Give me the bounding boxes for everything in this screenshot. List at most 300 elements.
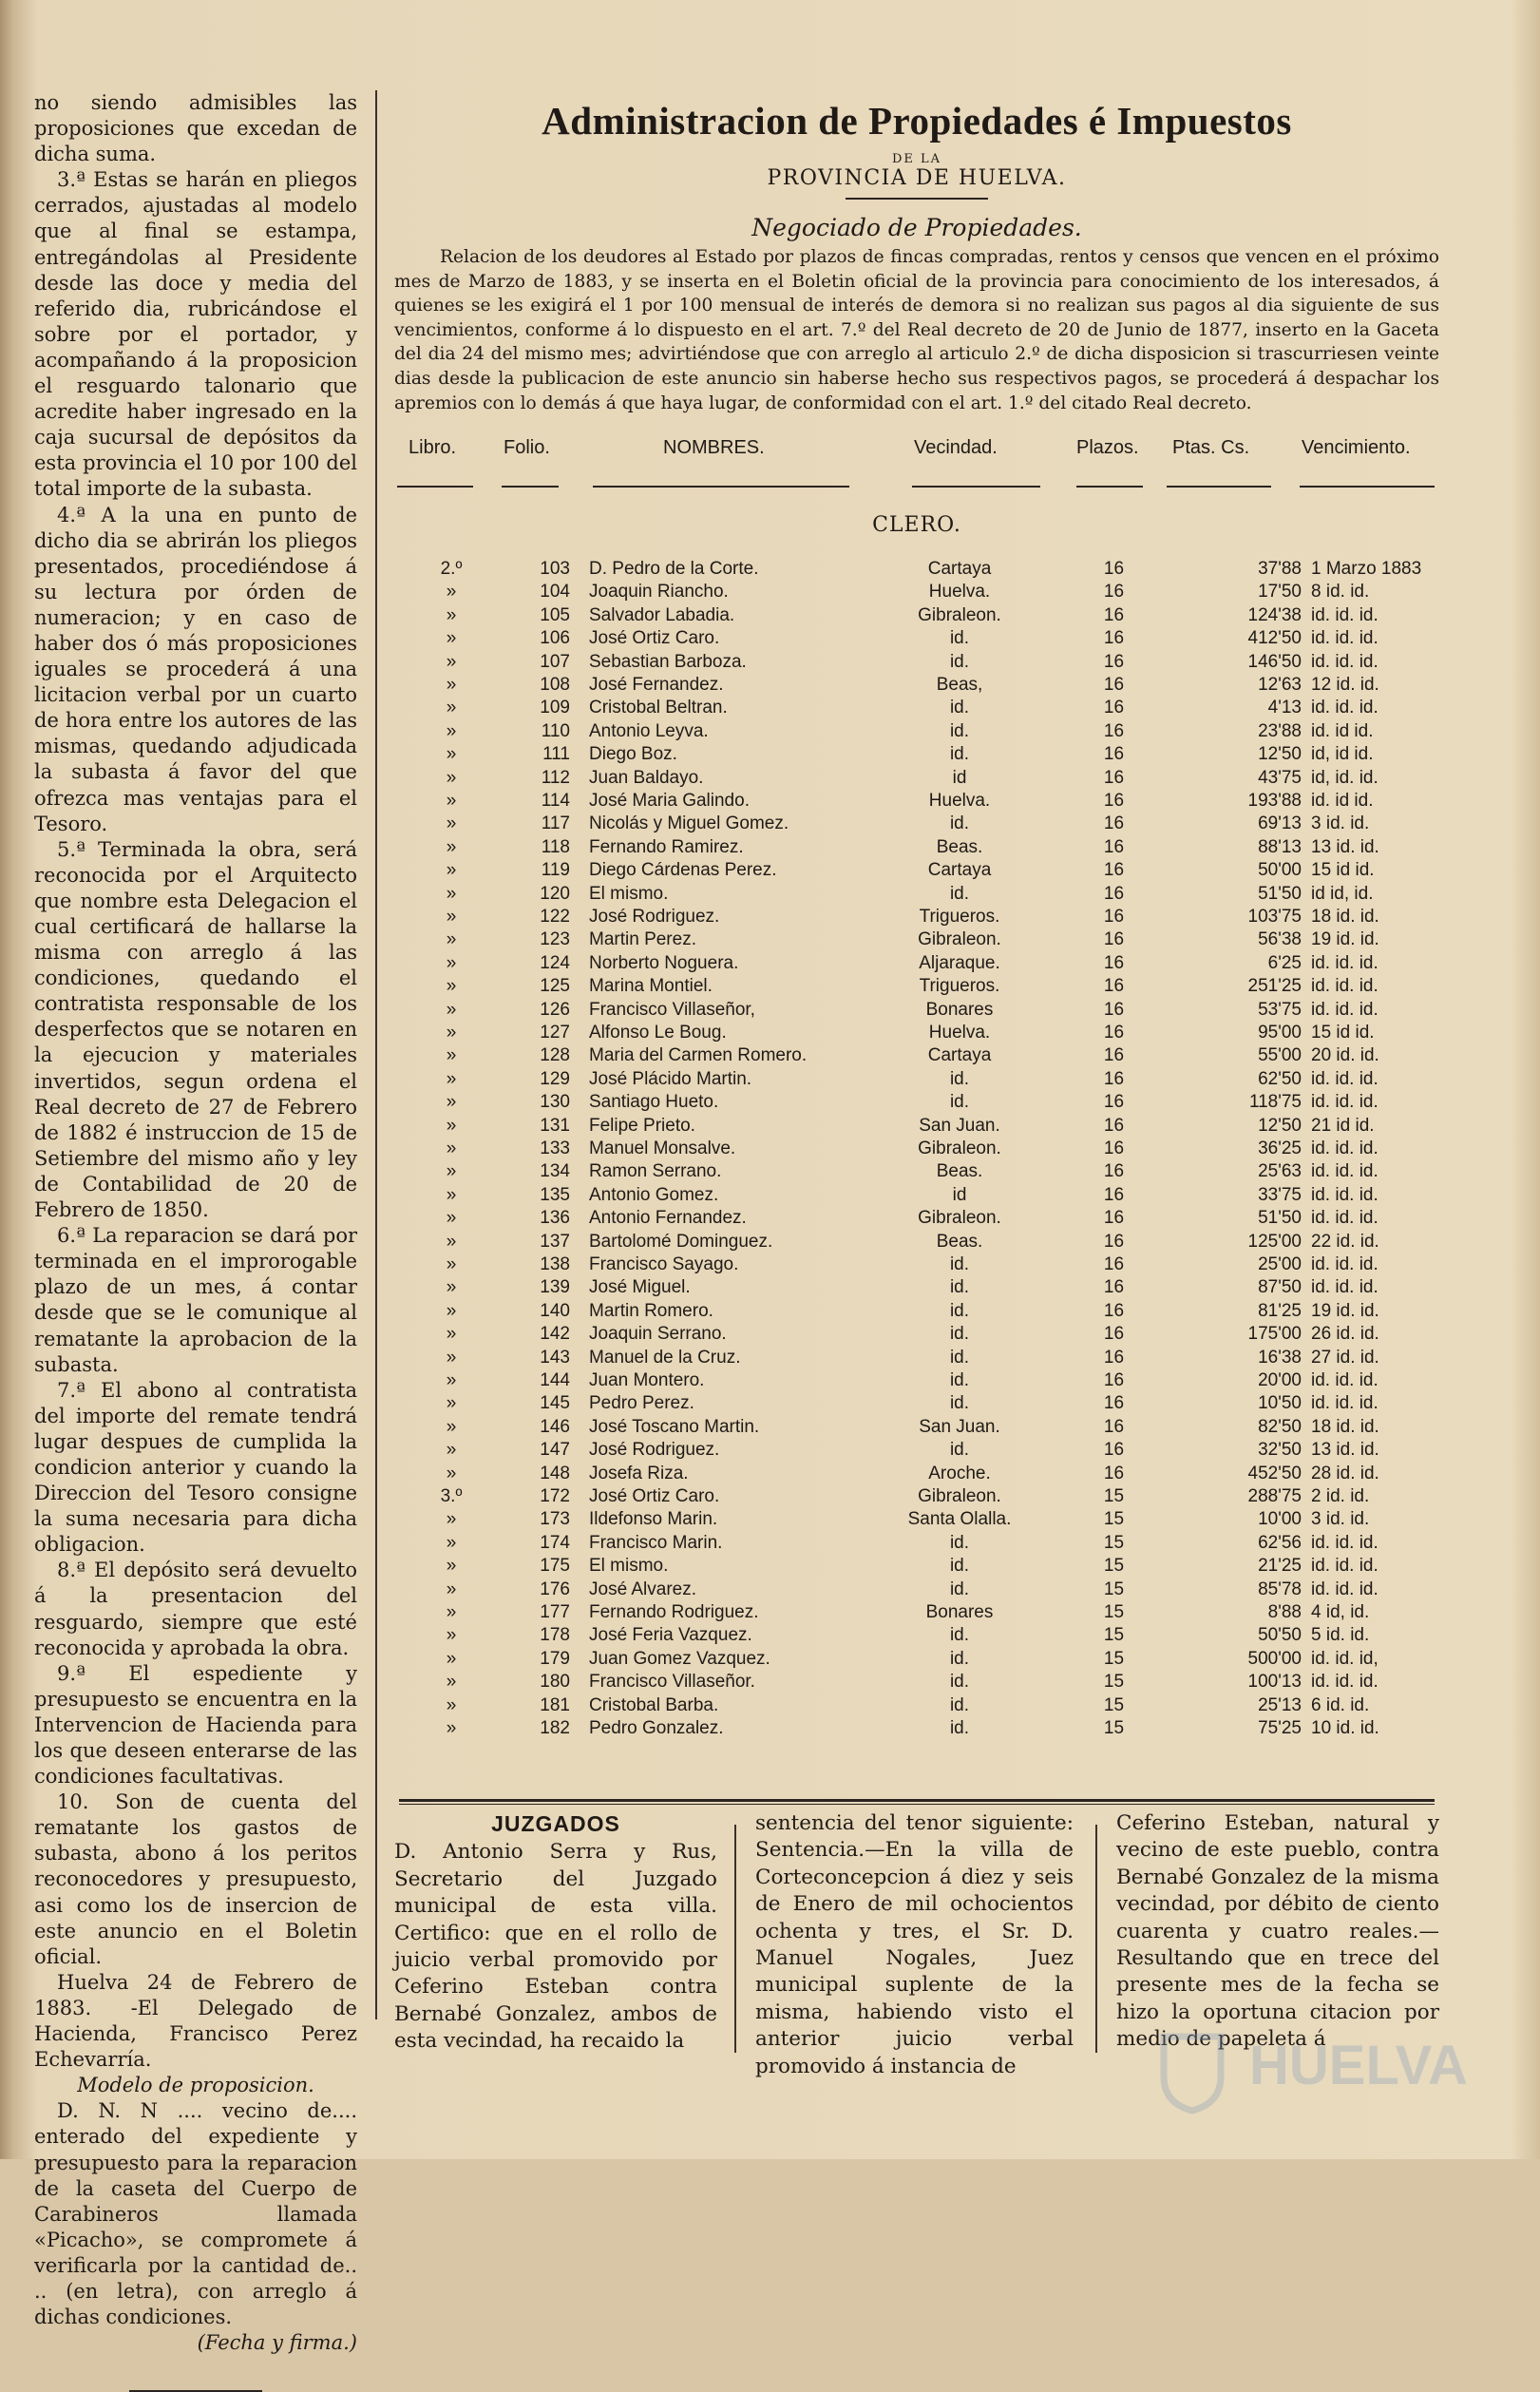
libro-cell: » [446,1440,457,1461]
table-row [0,1092,1540,1115]
vecindad-cell: id [952,1184,967,1205]
libro-cell: » [446,929,457,950]
table-row [0,1023,1540,1045]
plazos-cell: 16 [1103,1324,1125,1345]
vencimiento-cell: 13 id. id. [1311,836,1379,857]
vencimiento-cell: id. id. id. [1311,1068,1378,1089]
libro-cell: » [446,1023,457,1043]
plazos-cell: 16 [1103,1254,1125,1274]
name-cell: Juan Montero. [589,1370,705,1390]
vencimiento-cell: 26 id. id. [1311,1324,1379,1345]
juzgados-column-3 [1116,1810,1439,2054]
folio-cell: 140 [540,1300,570,1321]
folio-cell: 133 [540,1139,570,1158]
header-rule [593,486,849,488]
folio-cell: 120 [540,883,570,904]
vencimiento-cell: 21 id id. [1311,1115,1375,1136]
name-cell: Ildefonso Marin. [589,1509,718,1530]
libro-cell: » [446,1393,457,1414]
plazos-cell: 16 [1103,1370,1125,1390]
modelo-title: Modelo de proposicion. [77,2074,314,2097]
table-row [0,884,1540,907]
name-cell: Antonio Gomez. [589,1184,719,1205]
plazos-cell: 16 [1103,836,1125,857]
folio-cell: 122 [540,907,570,927]
vecindad-cell: id. [949,1068,970,1089]
plazos-cell: 16 [1103,952,1125,973]
table-row [0,1718,1540,1741]
libro-cell: » [446,1416,457,1437]
table-row [0,698,1540,720]
name-cell: José Plácido Martin. [589,1068,752,1089]
libro-cell: » [446,791,457,811]
libro-cell: » [446,1115,457,1136]
amount-cell: 500'00 [1247,1648,1302,1669]
folio-cell: 124 [540,952,570,973]
libro-cell: » [446,1231,457,1252]
table-row [0,1440,1540,1463]
folio-cell: 111 [542,744,570,765]
header-rule [502,486,559,488]
vecindad-cell: id. [949,1370,970,1390]
plazos-cell: 16 [1103,999,1125,1020]
name-cell: Francisco Sayago. [589,1254,739,1274]
vencimiento-cell: id. id. id. [1311,1393,1378,1414]
vencimiento-cell: id. id. id. [1311,1579,1378,1599]
name-cell: Fernando Rodriguez. [589,1602,759,1622]
amount-cell: 12'50 [1258,1115,1302,1136]
plazos-cell: 16 [1103,628,1125,649]
amount-cell: 193'88 [1247,791,1302,811]
libro-cell: » [446,883,457,904]
plazos-cell: 15 [1103,1648,1125,1669]
vecindad-cell: Huelva. [928,1023,991,1043]
table-row [0,813,1540,836]
folio-cell: 173 [540,1509,570,1530]
name-cell: Francisco Villaseñor, [589,999,755,1020]
amount-cell: 23'88 [1258,720,1302,741]
plazos-cell: 16 [1103,1068,1125,1089]
name-cell: Francisco Villaseñor. [589,1672,755,1693]
name-cell: Pedro Gonzalez. [589,1718,724,1738]
table-row [0,1533,1540,1556]
libro-cell: » [446,675,457,695]
table-row [0,1277,1540,1300]
paragraph: 5.ª Terminada la obra, será reconocida por el Arquitecto que nombre esta Delegacion el cual certificará de hallarse la misma con arreglo á las condiciones, quedando el contratista responsable de los desperfectos que se notaren en la ejecucion y materiales invertidos, segun ordena el Real decreto de 27 de Febrero de 1882 é instruccion de 15 de Setiembre del mismo año y ley de Contabilidad de 20 de Febrero de 1850. [34,837,357,1222]
vecindad-cell: id. [949,1579,970,1599]
libro-cell: » [446,720,457,741]
amount-cell: 75'25 [1258,1718,1302,1738]
amount-cell: 4'13 [1267,698,1302,718]
name-cell: Juan Baldayo. [589,767,704,788]
plazos-cell: 16 [1103,1161,1125,1182]
vencimiento-cell: id, id. id. [1311,767,1378,788]
name-cell: Diego Boz. [589,744,677,765]
vencimiento-cell: 6 id. id. [1311,1694,1370,1715]
amount-cell: 62'56 [1258,1532,1302,1553]
vecindad-cell: Aljaraque. [919,952,1000,973]
name-cell: José Maria Galindo. [589,791,750,811]
libro-cell: » [446,628,457,649]
name-cell: Ramon Serrano. [589,1161,722,1182]
folio-cell: 179 [540,1648,570,1669]
name-cell: José Ortiz Caro. [589,1486,720,1506]
table-row [0,652,1540,675]
province-title: PROVINCIA DE HUELVA. [767,166,1067,190]
amount-cell: 53'75 [1258,999,1302,1020]
libro-cell: » [446,582,457,603]
table-row [0,559,1540,582]
amount-cell: 50'00 [1258,860,1302,881]
table-row [0,1348,1540,1370]
plazos-cell: 16 [1103,860,1125,881]
plazos-cell: 16 [1103,1416,1125,1437]
table-row [0,675,1540,698]
header-rule [912,486,1040,488]
vencimiento-cell: 3 id. id. [1311,813,1370,834]
paragraph: Huelva 24 de Febrero de 1883. -El Delegado de Hacienda, Francisco Perez Echevarría. [34,1970,357,2072]
amount-cell: 81'25 [1258,1300,1302,1321]
libro-cell: » [446,1625,457,1646]
amount-cell: 20'00 [1258,1370,1302,1390]
vencimiento-cell: id. id. id. [1311,1556,1378,1577]
header-vencimiento: Vencimiento. [1302,437,1411,458]
folio-cell: 107 [540,651,570,672]
plazos-cell: 15 [1103,1672,1125,1693]
vecindad-cell: Trigueros. [919,907,1000,927]
libro-cell: » [446,1532,457,1553]
vecindad-cell: id. [949,1556,970,1577]
plazos-cell: 15 [1103,1579,1125,1599]
amount-cell: 25'00 [1258,1254,1302,1274]
vencimiento-cell: id. id. id. [1311,1254,1378,1274]
name-cell: Santiago Hueto. [589,1092,719,1113]
plazos-cell: 15 [1103,1602,1125,1622]
name-cell: Pedro Perez. [589,1393,694,1414]
name-cell: Fernando Ramirez. [589,836,744,857]
header-rule [1300,486,1435,488]
libro-cell: » [446,1694,457,1715]
juzgados-text-2: sentencia del tenor siguiente: Sentencia.—En la villa de Corteconcepcion á diez y seis de Enero de mil ochocientos ochenta y tres, el Sr. D. Manuel Nogales, Juez municipal suplente de la misma, habiendo visto el anterior juicio verbal promovido á instancia de [755,1811,1074,2078]
folio-cell: 145 [540,1393,570,1414]
plazos-cell: 16 [1103,720,1125,741]
vencimiento-cell: 15 id id. [1311,1023,1375,1043]
amount-cell: 12'50 [1258,744,1302,765]
folio-cell: 127 [540,1023,570,1043]
vencimiento-cell: id. id. id. [1311,1139,1378,1158]
name-cell: José Alvarez. [589,1579,696,1599]
folio-cell: 139 [540,1277,570,1298]
paragraph: 7.ª El abono al contratista del importe del remate tendrá lugar despues de cumplida la condicion anterior y cuando la Direccion del Tesoro consigne la suma necesaria para dicha obligacion. [34,1378,357,1557]
plazos-cell: 16 [1103,929,1125,950]
amount-cell: 288'75 [1247,1486,1302,1506]
folio-cell: 103 [540,559,570,579]
folio-cell: 175 [540,1556,570,1577]
folio-cell: 143 [540,1347,570,1368]
amount-cell: 17'50 [1258,582,1302,603]
folio-cell: 135 [540,1184,570,1205]
vencimiento-cell: id. id. id. [1311,1161,1378,1182]
folio-cell: 114 [541,791,570,811]
libro-cell: » [446,1045,457,1066]
vecindad-cell: id. [949,1694,970,1715]
amount-cell: 51'50 [1258,883,1302,904]
vecindad-cell: id. [949,698,970,718]
libro-cell: » [446,1556,457,1577]
vencimiento-cell: 3 id. id. [1311,1509,1370,1530]
folio-cell: 181 [540,1694,570,1715]
vencimiento-cell: id. id. id. [1311,1092,1378,1113]
vecindad-cell: id. [949,720,970,741]
vencimiento-cell: 28 id. id. [1311,1463,1379,1483]
vencimiento-cell: id. id. id. [1311,1370,1378,1390]
libro-cell: » [446,767,457,788]
folio-cell: 134 [540,1161,570,1182]
vecindad-cell: Beas, [936,675,983,695]
name-cell: Cristobal Beltran. [589,698,728,718]
vecindad-cell: Santa Olalla. [907,1509,1012,1530]
vecindad-cell: Beas. [936,1231,983,1252]
table-row [0,1393,1540,1416]
name-cell: Francisco Marin. [589,1532,723,1553]
table-row [0,1069,1540,1092]
plazos-cell: 15 [1103,1718,1125,1738]
folio-cell: 137 [540,1231,570,1252]
libro-cell: » [446,1254,457,1274]
table-row [0,1602,1540,1625]
paragraph: 6.ª La reparacion se dará por terminada en el improrogable plazo de un mes, á contar desde que se le comunique al rematante la aprobacion de la subasta. [34,1224,357,1376]
plazos-cell: 15 [1103,1532,1125,1553]
ornament-rule [846,198,988,200]
amount-cell: 51'50 [1258,1208,1302,1229]
name-cell: José Rodriguez. [589,1440,720,1461]
libro-cell: » [446,1161,457,1182]
amount-cell: 37'88 [1258,559,1302,579]
table-row [0,1185,1540,1208]
folio-cell: 123 [540,929,570,950]
libro-cell: 3.º [440,1486,463,1506]
header-libro: Libro. [409,437,457,458]
libro-cell: » [446,1184,457,1205]
plazos-cell: 16 [1103,1023,1125,1043]
vecindad-cell: id. [949,883,970,904]
folio-cell: 180 [540,1672,570,1693]
watermark-text: HUELVA [1249,2035,1468,2096]
intro-paragraph: Relacion de los deudores al Estado por plazos de fincas compradas, rentos y censos que vencen en el próximo mes de Marzo de 1883, y se inserta en el Boletin oficial de la provincia para conocimiento de los interesados, á quienes se les exigirá el 1 por 100 mensual de interés de demora si no realizan sus pagos al dia siguiente de sus vencimientos, conforme á lo dispuesto en el art. 7.º del Real decreto de 20 de Junio de 1877, inserto en la Gaceta del dia 24 del mismo mes; advirtiéndose que con arreglo al articulo 2.º de dicha disposicion si trascurriesen veinte dias desde la publicacion de este anuncio sin haberse hecho sus respectivos pagos, se procederá á despachar los apremios con lo demás á que haya lugar, de conformidad con el art. 1.º del citado Real decreto. [394,247,1439,413]
amount-cell: 6'25 [1267,952,1302,973]
plazos-cell: 16 [1103,1092,1125,1113]
name-cell: Joaquin Serrano. [589,1324,727,1345]
amount-cell: 88'13 [1258,836,1302,857]
libro-cell: » [446,1509,457,1530]
vencimiento-cell: id. id. id. [1311,952,1378,973]
libro-cell: » [446,1347,457,1368]
table-row [0,1464,1540,1486]
plazos-cell: 15 [1103,1556,1125,1577]
name-cell: Nicolás y Miguel Gomez. [589,813,789,834]
table-row [0,907,1540,929]
amount-cell: 8'88 [1267,1602,1302,1622]
vencimiento-cell: 8 id. id. [1311,582,1370,603]
plazos-cell: 16 [1103,1208,1125,1229]
vencimiento-cell: 18 id. id. [1311,1416,1379,1437]
vecindad-cell: id. [949,1092,970,1113]
folio-cell: 129 [540,1068,570,1089]
name-cell: Sebastian Barboza. [589,651,747,672]
libro-cell: » [446,836,457,857]
vecindad-cell: Gibraleon. [918,929,1001,950]
amount-cell: 82'50 [1258,1416,1302,1437]
vencimiento-cell: id. id. id. [1311,1184,1378,1205]
folio-cell: 106 [540,628,570,649]
folio-cell: 136 [540,1208,570,1229]
libro-cell: » [446,604,457,625]
juzgados-text-1: D. Antonio Serra y Rus, Secretario del Juzgado municipal de esta villa. Certifico: que en el rollo de juicio verbal promovido por Ceferino Esteban contra Bernabé Gonzalez, ambos de esta vecindad, ha recaido la [394,1840,717,2054]
vecindad-cell: id [952,767,967,788]
table-row [0,837,1540,860]
table-row [0,929,1540,952]
vencimiento-cell: 15 id id. [1311,860,1375,881]
table-row [0,1161,1540,1184]
table-row [0,721,1540,744]
name-cell: Norberto Noguera. [589,952,739,973]
amount-cell: 62'50 [1258,1068,1302,1089]
plazos-cell: 16 [1103,1393,1125,1414]
table-row [0,768,1540,791]
amount-cell: 87'50 [1258,1277,1302,1298]
vencimiento-cell: 10 id. id. [1311,1718,1379,1738]
folio-cell: 104 [540,582,570,603]
plazos-cell: 16 [1103,791,1125,811]
plazos-cell: 16 [1103,1347,1125,1368]
plazos-cell: 15 [1103,1486,1125,1506]
vecindad-cell: Gibraleon. [918,604,1001,625]
vecindad-cell: Bonares [925,999,994,1020]
table-row [0,1672,1540,1694]
name-cell: El mismo. [589,1556,669,1577]
amount-cell: 21'25 [1258,1556,1302,1577]
table-row [0,1486,1540,1509]
libro-cell: » [446,860,457,881]
header-vecindad: Vecindad. [914,437,998,458]
vencimiento-cell: 12 id. id. [1311,675,1379,695]
vencimiento-cell: 4 id, id. [1311,1602,1370,1622]
paragraph: 10. Son de cuenta del rematante los gastos de subasta, abono á los peritos reconocedores y presupuesto, asi como los de insercion de este anuncio en el Boletin oficial. [34,1790,357,1968]
table-row [0,1695,1540,1718]
plazos-cell: 16 [1103,744,1125,765]
libro-cell: » [446,1300,457,1321]
header-plazos: Plazos. [1076,437,1139,458]
libro-cell: » [446,651,457,672]
libro-cell: » [446,1370,457,1390]
section-clero: CLERO. [872,513,961,537]
libro-cell: » [446,1579,457,1599]
folio-cell: 177 [540,1602,570,1622]
vecindad-cell: Cartaya [927,559,992,579]
paragraph: no siendo admisibles las proposiciones que excedan de dicha suma. [34,91,357,166]
section-title: Administracion de Propiedades é Impuestos [542,99,1292,143]
name-cell: Manuel de la Cruz. [589,1347,741,1368]
name-cell: Joaquin Riancho. [589,582,729,603]
name-cell: Maria del Carmen Romero. [589,1045,808,1066]
amount-cell: 36'25 [1258,1139,1302,1158]
vecindad-cell: Huelva. [928,791,991,811]
table-row [0,1208,1540,1231]
amount-cell: 33'75 [1258,1184,1302,1205]
amount-cell: 10'50 [1258,1393,1302,1414]
name-cell: Marina Montiel. [589,976,713,997]
amount-cell: 118'75 [1248,1092,1302,1113]
amount-cell: 32'50 [1258,1440,1302,1461]
libro-cell: » [446,813,457,834]
plazos-cell: 16 [1103,698,1125,718]
folio-cell: 148 [540,1463,570,1483]
amount-cell: 50'50 [1258,1625,1302,1646]
amount-cell: 103'75 [1247,907,1302,927]
libro-cell: 2.º [440,559,463,579]
department-title: Negociado de Propiedades. [751,214,1082,241]
vecindad-cell: id. [949,1625,970,1646]
amount-cell: 10'00 [1258,1509,1302,1530]
vecindad-cell: Gibraleon. [918,1139,1001,1158]
amount-cell: 56'38 [1258,929,1302,950]
juzgados-heading: JUZGADOS [491,1811,620,1836]
vecindad-cell: Aroche. [928,1463,991,1483]
name-cell: Martin Perez. [589,929,696,950]
name-cell: Manuel Monsalve. [589,1139,736,1158]
vencimiento-cell: id. id. id. [1311,999,1378,1020]
vecindad-cell: Trigueros. [919,976,1000,997]
plazos-cell: 16 [1103,559,1125,579]
name-cell: Bartolomé Dominguez. [589,1231,773,1252]
libro-cell: » [446,698,457,718]
amount-cell: 125'00 [1247,1231,1302,1252]
table-row [0,976,1540,999]
section-de-la: DE LA [891,152,942,166]
vencimiento-cell: id. id. id. [1311,698,1378,718]
table-row [0,791,1540,813]
vecindad-cell: id. [949,1718,970,1738]
amount-cell: 25'13 [1258,1694,1302,1715]
table-row [0,628,1540,651]
folio-cell: 174 [540,1532,570,1553]
amount-cell: 85'78 [1258,1579,1302,1599]
table-row [0,1509,1540,1532]
vencimiento-cell: id. id id. [1311,791,1374,811]
name-cell: Antonio Fernandez. [589,1208,747,1229]
vecindad-cell: San Juan. [919,1115,1000,1136]
name-cell: Antonio Leyva. [589,720,709,741]
vecindad-cell: id. [949,1393,970,1414]
plazos-cell: 16 [1103,1300,1125,1321]
vencimiento-cell: 19 id. id. [1311,929,1379,950]
modelo-text: D. N. N .... vecino de.... enterado del expediente y presupuesto para la reparacion de la caseta del Cuerpo de Carabineros llamada «Picacho», se compromete á verificarla por la cantidad de.. .. (en letra), con arreglo á dichas condiciones. [34,2099,357,2329]
header-folio: Folio. [504,437,550,458]
vencimiento-cell: id. id. id. [1311,1672,1378,1693]
vecindad-cell: Cartaya [927,860,992,881]
vecindad-cell: Beas. [936,1161,983,1182]
amount-cell: 175'00 [1247,1324,1302,1345]
vecindad-cell: id. [949,628,970,649]
vecindad-cell: Gibraleon. [918,1486,1001,1506]
table-row [0,1324,1540,1347]
table-row [0,1000,1540,1023]
libro-cell: » [446,976,457,997]
table-row [0,1139,1540,1161]
folio-cell: 110 [541,720,570,741]
libro-cell: » [446,999,457,1020]
name-cell: Cristobal Barba. [589,1694,719,1715]
